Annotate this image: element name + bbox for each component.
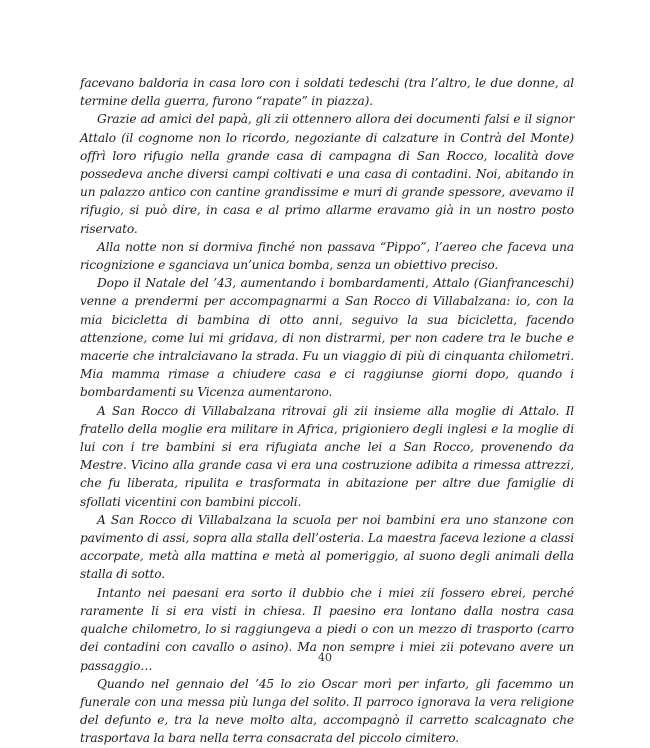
paragraph: A San Rocco di Villabalzana ritrovai gli zii insieme alla moglie di Attalo. Il fratello della moglie era militare in Africa, prigioniero degli inglesi e la moglie di lui con i tre bambini si era rifugiata anche lei a San Rocco, provenendo da Mestre. Vicino alla grande casa vi era una costruzione adibita a rimessa attrezzi, che fu liberata, ripulita e trasformata in abitazione per altre due famiglie di sfollati vicentini con bambini piccoli. (80, 403, 574, 509)
paragraph: A San Rocco di Villabalzana la scuola per noi bambini era uno stanzone con pavimento di assi, sopra alla stalla dell’osteria. La maestra faceva lezione a classi accorpate, metà alla mattina e metà al pomeriggio, al suono degli animali della stalla di sotto. (80, 512, 574, 582)
paragraph: Alla notte non si dormiva finché non passava “Pippo”, l’aereo che faceva una ricognizione e sganciava un’unica bomba, senza un obiettivo preciso. (80, 239, 574, 273)
paragraph: Dopo il Natale del ’43, aumentando i bombardamenti, Attalo (Gianfranceschi) venne a prendermi per accompagnarmi a San Rocco di Villabalzana: io, con la mia bicicletta di bambina di otto anni, seguivo la sua bicicletta, facendo attenzione, come lui mi gridava, di non distrarmi, per non cadere tra le buche e macerie che intralciavano la strada. Fu un viaggio di più di cinquanta chilometri. Mia mamma rimase a chiudere casa e ci raggiunse giorni dopo, quando i bombardamenti su Vicenza aumentarono. (80, 276, 574, 400)
page-body (80, 74, 574, 748)
paragraph: Quando nel gennaio del ’45 lo zio Oscar morì per infarto, gli facemmo un funerale con una messa più lunga del solito. Il parroco ignorava la vera religione del defunto e, tra la neve molto alta, accompagnò il carretto scalcagnato che trasportava la bara nella terra consacrata del piccolo cimitero. (80, 676, 574, 746)
paragraph: Intanto nei paesani era sorto il dubbio che i miei zii fossero ebrei, perché raramente li si era visti in chiesa. Il paesino era lontano dalla nostra casa qualche chilometro, lo si raggiungeva a piedi o con un mezzo di trasporto (carro dei contadini con cavallo o asino). Ma non sempre i miei zii potevano avere un passaggio… (80, 585, 574, 673)
paragraph: facevano baldoria in casa loro con i soldati tedeschi (tra l’altro, le due donne, al termine della guerra, furono “rapate” in piazza). (80, 76, 574, 109)
paragraph: Grazie ad amici del papà, gli zii ottennero allora dei documenti falsi e il signor Attalo (il cognome non lo ricordo, negoziante di calzature in Contrà del Monte) offrì loro rifugio nella grande casa di campagna di San Rocco, località dove possedeva anche diversi campi coltivati e una casa di contadini. Noi, abitando in un palazzo antico con cantine grandissime e muri di grande spessore, avevamo il rifugio, si può dire, in casa e al primo allarme eravamo già in un nostro posto riservato. (80, 112, 574, 236)
page-number: 40 (318, 651, 332, 664)
